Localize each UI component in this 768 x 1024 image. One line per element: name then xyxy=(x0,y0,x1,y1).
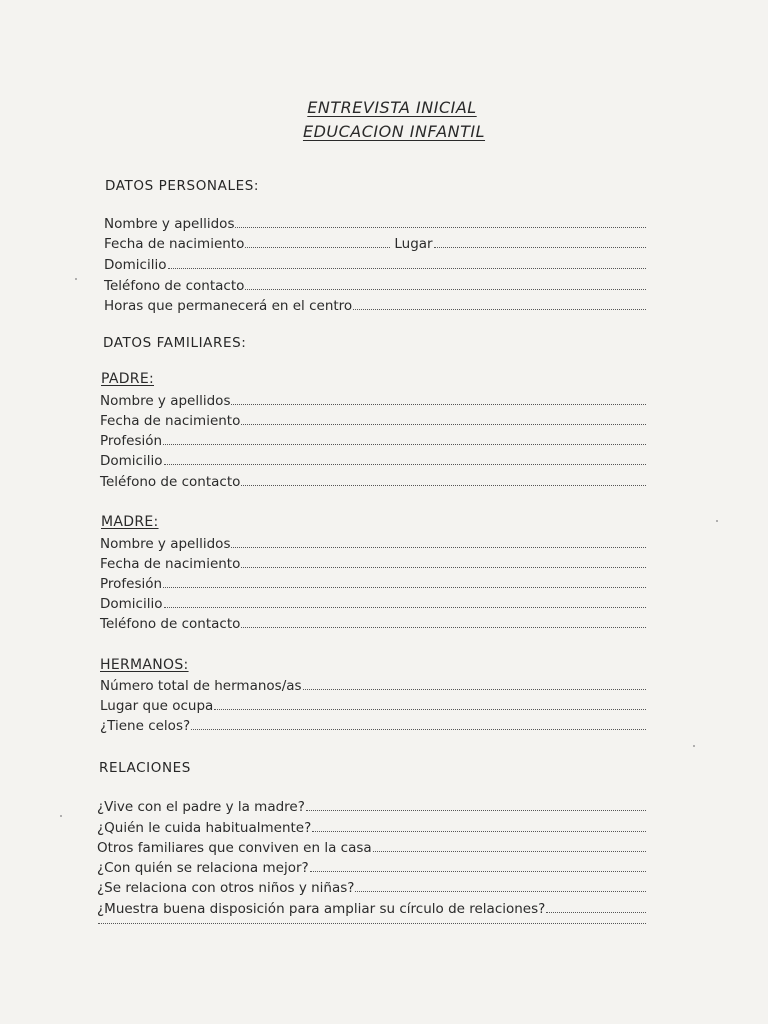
subsection-madre: MADRE: xyxy=(101,514,159,530)
relaciones-q5-field[interactable]: ¿Se relaciona con otros niños y niñas? xyxy=(97,880,646,900)
subsection-padre: PADRE: xyxy=(101,371,154,387)
relaciones-blank-line[interactable] xyxy=(97,922,646,942)
hermanos-lugar-field[interactable]: Lugar que ocupa xyxy=(100,698,646,718)
field-nombre-apellidos[interactable]: Nombre y apellidos xyxy=(104,216,646,236)
relaciones-q4-field[interactable]: ¿Con quién se relaciona mejor? xyxy=(97,860,646,880)
madre-profesion-field[interactable]: Profesión xyxy=(100,576,646,596)
madre-domicilio-field[interactable]: Domicilio xyxy=(100,596,646,616)
form-title-line-1: ENTREVISTA INICIAL xyxy=(307,98,477,117)
subsection-hermanos: HERMANOS: xyxy=(100,657,189,673)
madre-telefono-field[interactable]: Teléfono de contacto xyxy=(100,616,646,636)
hermanos-total-field[interactable]: Número total de hermanos/as xyxy=(100,678,646,698)
section-datos-familiares: DATOS FAMILIARES: xyxy=(103,335,247,351)
relaciones-q3-field[interactable]: Otros familiares que conviven en la casa xyxy=(97,840,646,860)
scan-speck xyxy=(75,278,77,280)
scan-speck xyxy=(60,815,62,817)
hermanos-celos-field[interactable]: ¿Tiene celos? xyxy=(100,718,646,738)
section-datos-personales: DATOS PERSONALES: xyxy=(105,178,260,194)
field-telefono[interactable]: Teléfono de contacto xyxy=(104,278,646,298)
madre-nombre-field[interactable]: Nombre y apellidos xyxy=(100,536,646,556)
form-title-line-2: EDUCACION INFANTIL xyxy=(302,122,486,141)
field-domicilio[interactable]: Domicilio xyxy=(104,257,646,277)
relaciones-q2-field[interactable]: ¿Quién le cuida habitualmente? xyxy=(97,820,646,840)
padre-profesion-field[interactable]: Profesión xyxy=(100,433,646,453)
scan-speck xyxy=(693,745,695,747)
madre-fecha-field[interactable]: Fecha de nacimiento xyxy=(100,556,646,576)
padre-telefono-field[interactable]: Teléfono de contacto xyxy=(100,474,646,494)
padre-domicilio-field[interactable]: Domicilio xyxy=(100,453,646,473)
relaciones-q1-field[interactable]: ¿Vive con el padre y la madre? xyxy=(97,799,646,819)
relaciones-q6-field[interactable]: ¿Muestra buena disposición para ampliar su círculo de relaciones? xyxy=(97,901,646,921)
scan-speck xyxy=(716,520,718,522)
field-fecha-nacimiento-lugar[interactable]: Fecha de nacimiento Lugar xyxy=(104,236,646,256)
section-relaciones: RELACIONES xyxy=(99,760,191,776)
padre-fecha-field[interactable]: Fecha de nacimiento xyxy=(100,413,646,433)
padre-nombre-field[interactable]: Nombre y apellidos xyxy=(100,393,646,413)
field-horas-centro[interactable]: Horas que permanecerá en el centro xyxy=(104,298,646,318)
